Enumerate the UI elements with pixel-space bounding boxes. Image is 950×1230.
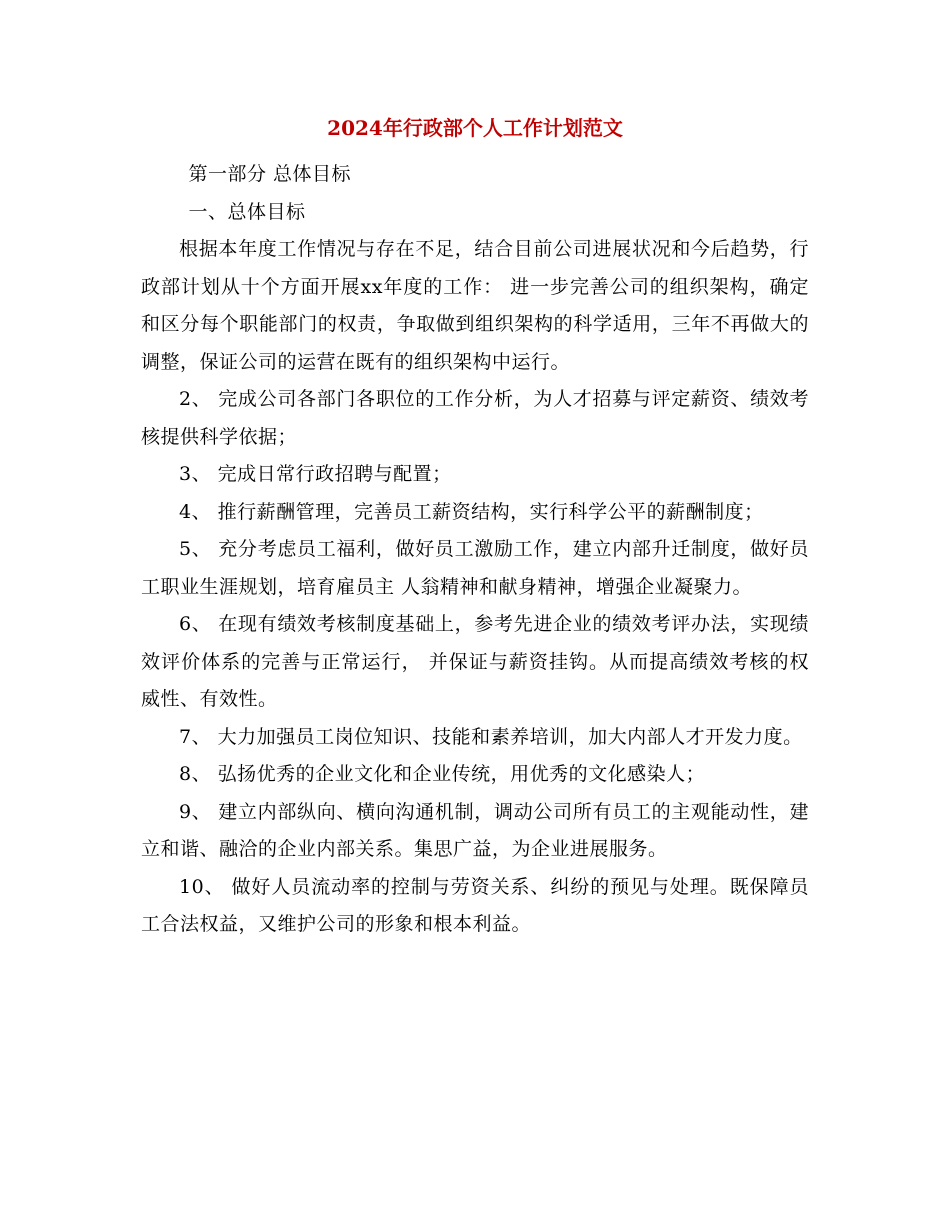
paragraph-3: 3、 完成日常行政招聘与配置； xyxy=(179,463,452,485)
paragraph-5: 5、 充分考虑员工福利，做好员工激励工作，建立内部升迁制度，做好员工职业生涯规划，培育雇员主 人翁精神和献身精神，增强企业凝聚力。 xyxy=(141,538,809,598)
paragraph-10: 10、 做好人员流动率的控制与劳资关系、纠纷的预见与处理。既保障员工合法权益，又维护公司的形象和根本利益。 xyxy=(141,875,809,935)
document-title: 2024年行政部个人工作计划范文 xyxy=(327,116,623,140)
section-heading: 第一部分 总体目标 xyxy=(188,163,352,185)
paragraph-1: 根据本年度工作情况与存在不足，结合目前公司进展状况和今后趋势，行政部计划从十个方面开展xx年度的工作： 进一步完善公司的组织架构，确定和区分每个职能部门的权责，争取做到组织架构的科学适用，三年不再做大的调整，保证公司的运营在既有的组织架构中运行。 xyxy=(141,238,809,373)
paragraph-4: 4、 推行薪酬管理，完善员工薪资结构，实行科学公平的薪酬制度； xyxy=(179,500,764,523)
paragraph-6: 6、 在现有绩效考核制度基础上，参考先进企业的绩效考评办法，实现绩效评价体系的完善与正常运行， 并保证与薪资挂钩。从而提高绩效考核的权威性、有效性。 xyxy=(141,613,809,710)
subsection-heading: 一、总体目标 xyxy=(188,200,306,223)
paragraph-8: 8、 弘扬优秀的企业文化和企业传统，用优秀的文化感染人； xyxy=(179,763,706,785)
paragraph-2: 2、 完成公司各部门各职位的工作分析，为人才招募与评定薪资、绩效考核提供科学依据； xyxy=(141,388,809,448)
paragraph-7: 7、 大力加强员工岗位知识、技能和素养培训，加大内部人才开发力度。 xyxy=(179,725,803,748)
document-body xyxy=(141,156,809,944)
paragraph-9: 9、 建立内部纵向、横向沟通机制，调动公司所有员工的主观能动性，建立和谐、融洽的企业内部关系。集思广益，为企业进展服务。 xyxy=(141,800,809,860)
